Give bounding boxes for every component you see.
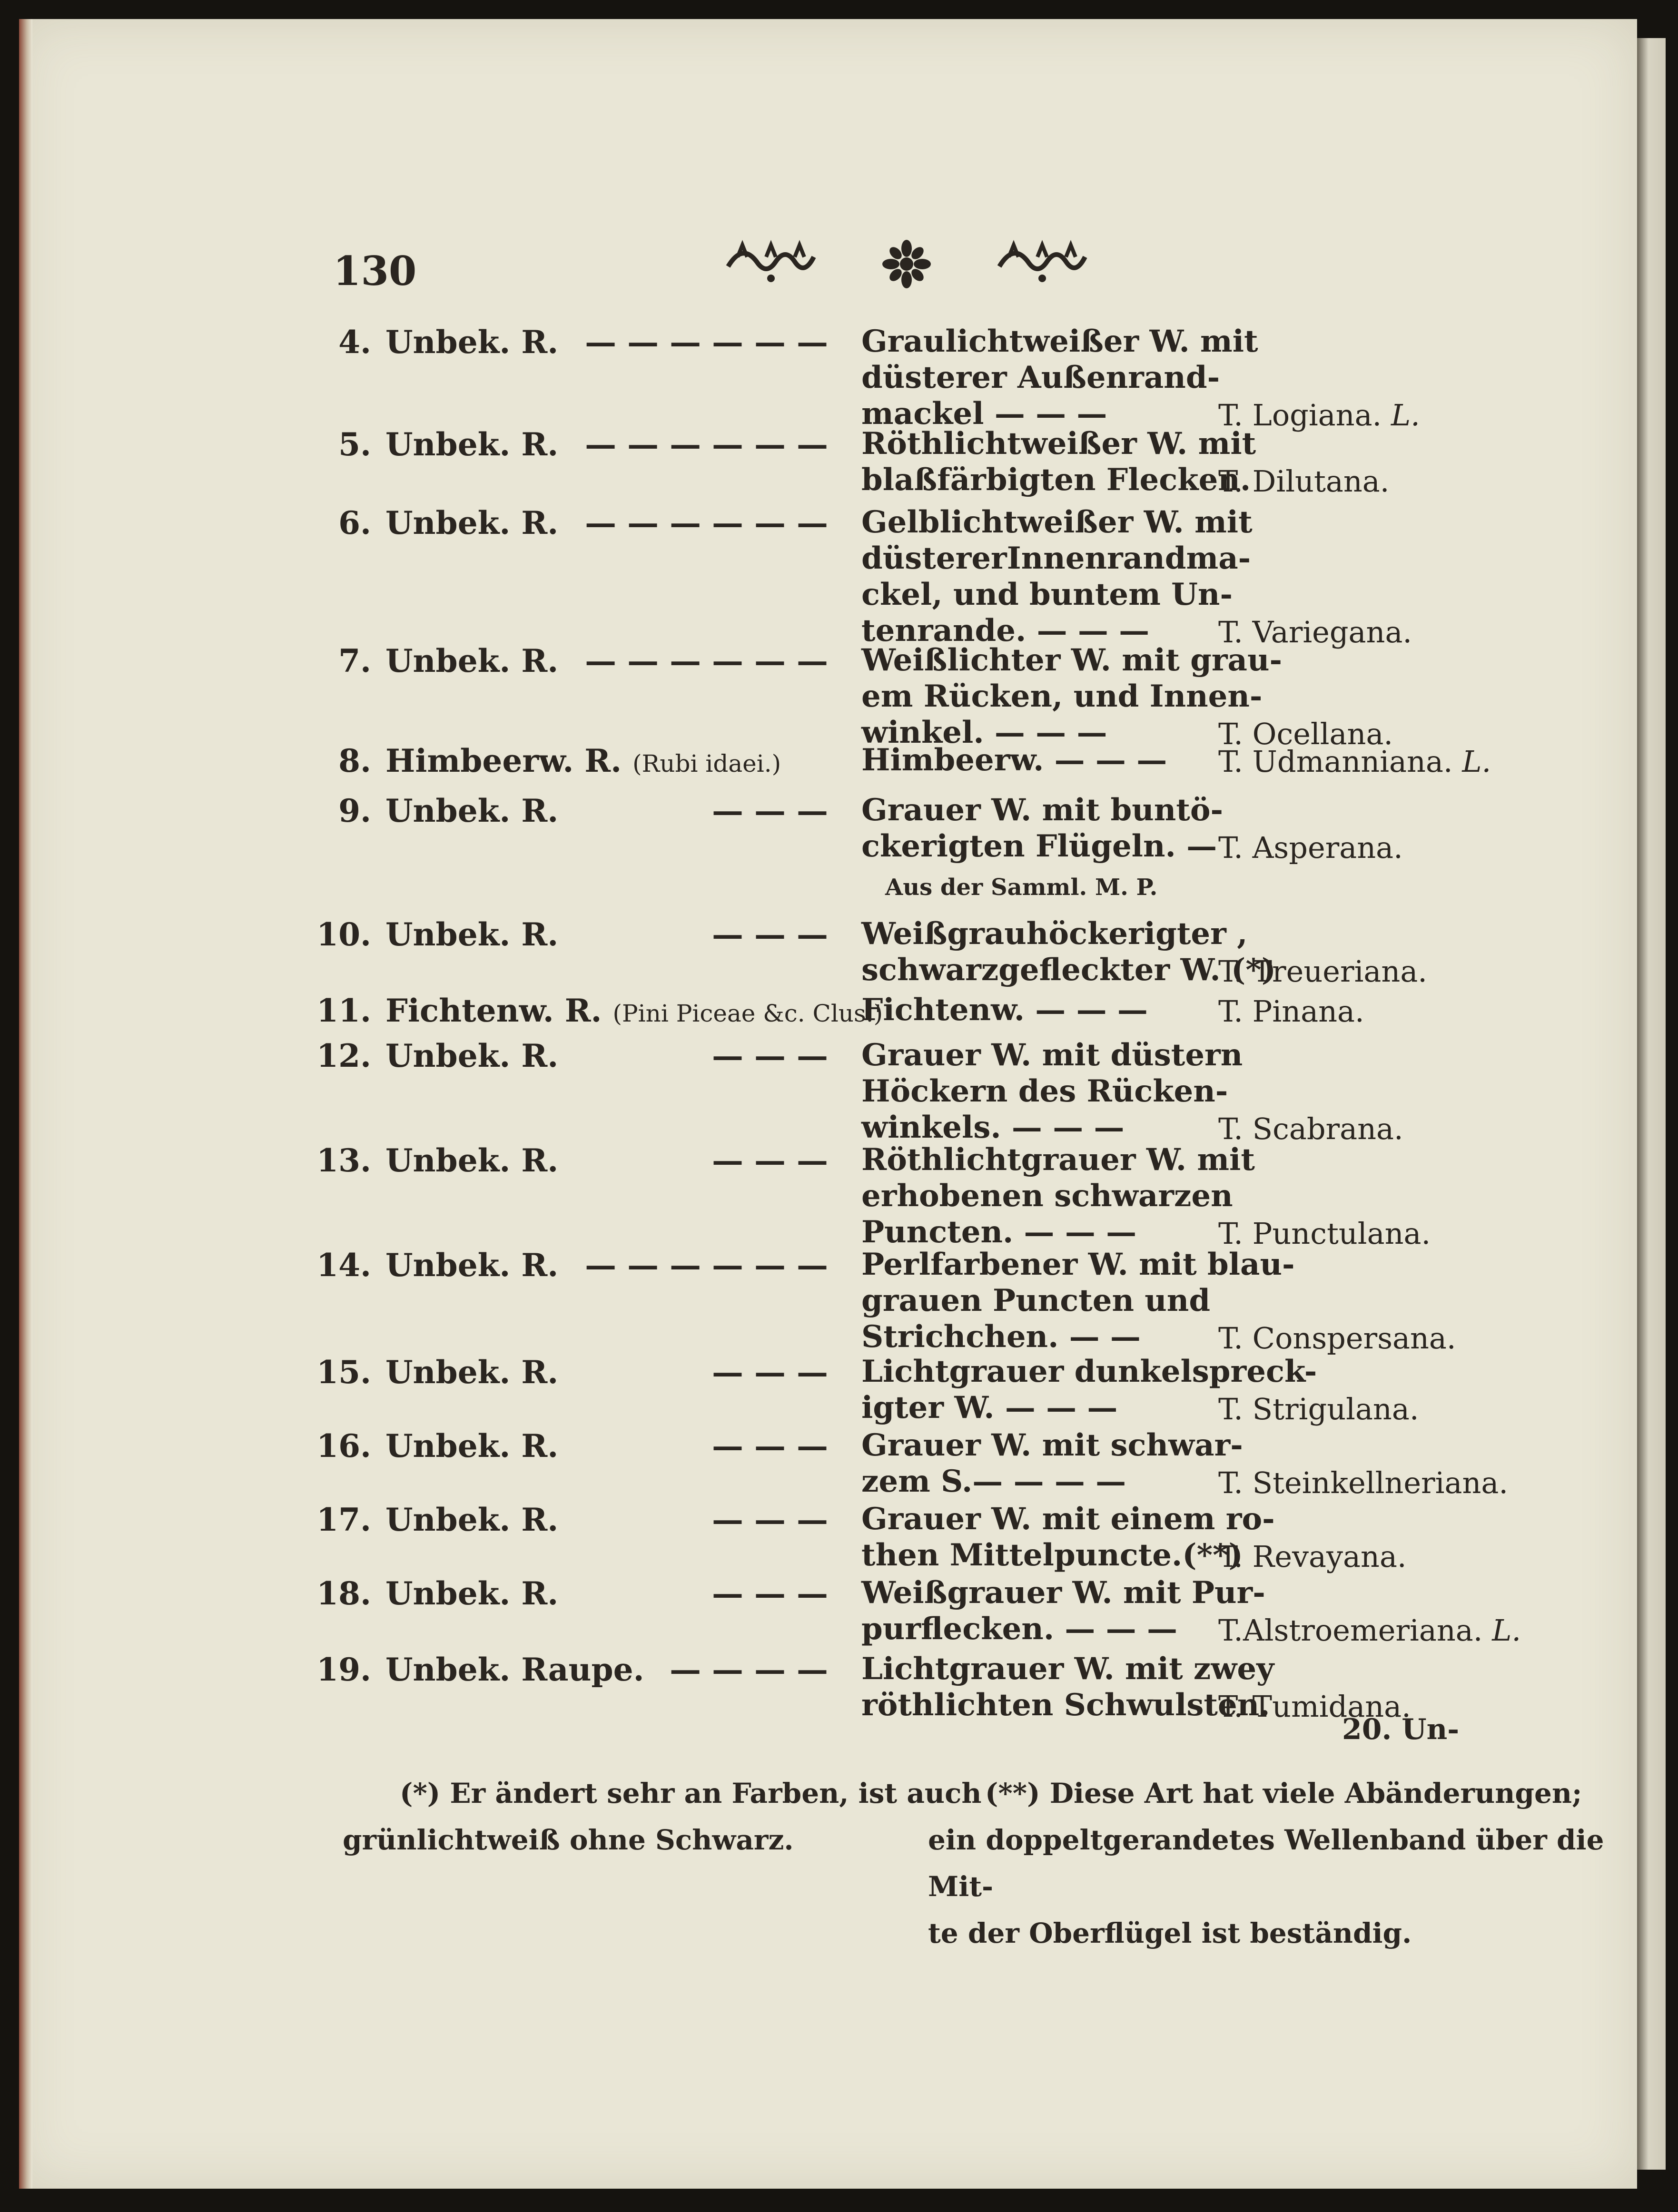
footnote-right-line: te der Oberflügel ist beständig. (928, 1917, 1412, 1949)
leader-dashes: — — — — — — (585, 642, 828, 679)
entry-number: 18. (316, 1575, 371, 1612)
moth-description (861, 992, 1223, 1028)
description-line: Himbeerw. — — — (861, 742, 1167, 778)
scientific-name (1218, 1216, 1431, 1251)
scientific-name-text: T. Revayana. (1218, 1539, 1407, 1574)
larva-name (385, 1142, 558, 1179)
leader-dashes: — — — (712, 916, 828, 953)
scientific-name-text: T.Alstroemeriana. (1218, 1613, 1483, 1648)
larva-name (385, 1247, 558, 1284)
description-line: erhobenen schwarzen (861, 1178, 1233, 1214)
description-line: Lichtgrauer W. mit zwey (861, 1651, 1274, 1687)
moth-description (861, 792, 1223, 865)
scientific-name (1218, 1539, 1407, 1574)
larva-name-text: Unbek. R. (385, 504, 559, 541)
larva-name (385, 992, 883, 1029)
scientific-name-text: T. Treueriana. (1218, 954, 1427, 989)
description-line: Höckern des Rücken- (861, 1073, 1228, 1109)
description-line: then Mittelpuncte.(**) (861, 1537, 1243, 1573)
collection-note: Aus der Samml. M. P. (885, 874, 1158, 901)
moth-description (861, 504, 1253, 649)
description-line: Röthlichtweißer W. mit (861, 426, 1256, 462)
description-line: schwarzgefleckter W. (*) (861, 952, 1276, 988)
entry-number: 9. (338, 792, 371, 829)
scientific-name-text: T. Steinkellneriana. (1218, 1465, 1509, 1500)
food-plant: (Pini Piceae &c. Clus.) (612, 1000, 883, 1027)
larva-name (385, 642, 558, 679)
larva-name-text: Unbek. R. (385, 1501, 559, 1538)
page-number: 130 (333, 247, 417, 295)
entry-number: 8. (338, 742, 371, 779)
larva-name-text: Fichtenw. R. (385, 992, 602, 1029)
description-line: Gelblichtweißer W. mit (861, 504, 1253, 540)
description-line: Perlfarbener W. mit blau- (861, 1247, 1295, 1282)
description-line: Weißgrauhöckerigter , (861, 916, 1248, 952)
scientific-name-text: T. Udmanniana. (1218, 744, 1453, 779)
description-line: em Rücken, und Innen- (861, 678, 1263, 714)
larva-name (385, 1427, 558, 1465)
entry-number: 6. (338, 504, 371, 541)
description-line: Lichtgrauer dunkelspreck- (861, 1354, 1317, 1389)
larva-name (385, 1037, 558, 1074)
larva-name-text: Unbek. R. (385, 642, 559, 679)
footnote-left-line: (*) Er ändert sehr an Farben, ist auch (400, 1777, 982, 1809)
moth-description (861, 1037, 1243, 1146)
larva-name (385, 504, 558, 541)
description-line: zem S.— — — — (861, 1464, 1126, 1499)
description-line: Strichchen. — — (861, 1319, 1141, 1355)
larva-name (385, 792, 558, 829)
leader-dashes: — — — (712, 1501, 828, 1538)
footnote-left (343, 1770, 982, 1863)
description-line: Grauer W. mit buntö- (861, 792, 1224, 828)
scientific-name (1218, 994, 1364, 1029)
moth-description (861, 1427, 1243, 1500)
moth-description (861, 426, 1256, 498)
scientific-name-text: T. Dilutana. (1218, 464, 1390, 499)
larva-name-text: Unbek. Raupe. (385, 1651, 644, 1688)
larva-name-text: Unbek. R. (385, 1142, 559, 1179)
description-line: düsterer Außenrand- (861, 360, 1220, 395)
book-spine-edge (19, 19, 32, 2189)
scientific-name-text: T. Pinana. (1218, 994, 1364, 1029)
moth-description (861, 1354, 1317, 1426)
moth-description (861, 324, 1258, 432)
moth-description (861, 742, 1223, 778)
catchword: 20. Un- (1342, 1713, 1460, 1746)
larva-name (385, 1354, 558, 1391)
footnote-right-line: (**) Diese Art hat viele Abänderungen; (985, 1777, 1582, 1809)
description-line: ckerigten Flügeln. — (861, 828, 1217, 864)
scientific-name-text: T. Strigulana. (1218, 1392, 1419, 1426)
entry-number: 13. (316, 1142, 371, 1179)
scientific-name-text: T. Scabrana. (1218, 1111, 1403, 1146)
scientific-name (1218, 1465, 1508, 1500)
entry-number: 11. (316, 992, 371, 1029)
entry-number: 17. (316, 1501, 371, 1538)
larva-name (385, 916, 558, 953)
description-line: Weißgrauer W. mit Pur- (861, 1575, 1265, 1611)
moth-description (861, 642, 1283, 751)
author-abbrev: L. (1391, 398, 1420, 433)
larva-name-text: Unbek. R. (385, 426, 559, 463)
scientific-name (1218, 1613, 1521, 1648)
description-line: Röthlichtgrauer W. mit (861, 1142, 1255, 1178)
rosette-icon (880, 238, 933, 290)
description-line: winkels. — — — (861, 1110, 1125, 1145)
description-line: düstererInnenrandma- (861, 541, 1251, 576)
description-line: Graulichtweißer W. mit (861, 324, 1258, 359)
description-line: igter W. — — — (861, 1390, 1118, 1426)
description-line: tenrande. — — — (861, 613, 1150, 649)
description-line: grauen Puncten und (861, 1283, 1211, 1318)
larva-name-text: Himbeerw. R. (385, 742, 622, 779)
entry-number: 12. (316, 1037, 371, 1074)
scientific-name (1218, 830, 1403, 865)
scientific-name-text: T. Variegana. (1218, 615, 1412, 649)
scientific-name-text: T. Asperana. (1218, 830, 1403, 865)
scientific-name (1218, 954, 1427, 989)
entry-number: 16. (316, 1427, 371, 1465)
scientific-name-text: T. Logiana. (1218, 398, 1382, 433)
scientific-name (1218, 464, 1389, 499)
description-line: Grauer W. mit einem ro- (861, 1501, 1275, 1537)
left-ornament-icon (723, 238, 819, 290)
moth-description (861, 1247, 1295, 1355)
leader-dashes: — — — — — — (585, 504, 828, 541)
leader-dashes: — — — — — — (585, 426, 828, 463)
footnote-right (928, 1770, 1678, 1956)
author-abbrev: L. (1492, 1613, 1521, 1648)
footnote-right-line: ein doppeltgerandetes Wellenband über die Mit- (928, 1824, 1604, 1903)
description-line: mackel — — — (861, 396, 1107, 432)
description-line: Fichtenw. — — — (861, 992, 1148, 1028)
entry-number: 14. (316, 1247, 371, 1284)
scientific-name-text: T. Punctulana. (1218, 1216, 1431, 1251)
scientific-name-text: T. Ocellana. (1218, 717, 1393, 751)
description-line: röthlichten Schwulsten. (861, 1687, 1270, 1723)
entry-number: 15. (316, 1354, 371, 1391)
scientific-name (1218, 1392, 1419, 1426)
larva-name-text: Unbek. R. (385, 1427, 559, 1465)
description-line: winkel. — — — (861, 715, 1107, 750)
author-abbrev: L. (1462, 744, 1491, 779)
scientific-name-text: T. Tumidana. (1218, 1689, 1411, 1724)
moth-description (861, 916, 1276, 988)
food-plant: (Rubi idaei.) (632, 750, 781, 777)
larva-name-text: Unbek. R. (385, 324, 559, 361)
entry-number: 7. (338, 642, 371, 679)
larva-name (385, 324, 558, 361)
scientific-name-text: T. Conspersana. (1218, 1321, 1456, 1356)
leader-dashes: — — — (712, 1427, 828, 1465)
leader-dashes: — — — — — — (585, 1247, 828, 1284)
larva-name (385, 1501, 558, 1538)
moth-description (861, 1501, 1275, 1573)
leader-dashes: — — — — — — (585, 324, 828, 361)
description-line: Weißlichter W. mit grau- (861, 642, 1283, 678)
description-line: blaßfärbigten Flecken. (861, 462, 1251, 498)
entry-number: 19. (316, 1651, 371, 1688)
entry-number: 10. (316, 916, 371, 953)
moth-description (861, 1651, 1274, 1723)
description-line: Puncten. — — — (861, 1214, 1137, 1250)
scientific-name (1218, 744, 1491, 779)
leader-dashes: — — — (712, 1575, 828, 1612)
larva-name-text: Unbek. R. (385, 792, 559, 829)
larva-name-text: Unbek. R. (385, 916, 559, 953)
scientific-name (1218, 1321, 1456, 1356)
larva-name-text: Unbek. R. (385, 1247, 559, 1284)
larva-name-text: Unbek. R. (385, 1575, 559, 1612)
moth-description (861, 1142, 1255, 1250)
scientific-name (1218, 1111, 1403, 1146)
entry-number: 4. (338, 324, 371, 361)
larva-name (385, 742, 781, 779)
larva-name (385, 1575, 558, 1612)
larva-name-text: Unbek. R. (385, 1037, 559, 1074)
leader-dashes: — — — (712, 792, 828, 829)
right-ornament-icon (995, 238, 1090, 290)
description-line: Grauer W. mit düstern (861, 1037, 1243, 1073)
description-line: purflecken. — — — (861, 1611, 1177, 1647)
larva-name (385, 426, 558, 463)
leader-dashes: — — — — (670, 1651, 828, 1688)
moth-description (861, 1575, 1265, 1647)
description-line: Grauer W. mit schwar- (861, 1427, 1243, 1463)
entry-number: 5. (338, 426, 371, 463)
footnote-left-line: grünlichtweiß ohne Schwarz. (343, 1824, 794, 1856)
larva-name-text: Unbek. R. (385, 1354, 559, 1391)
leader-dashes: — — — (712, 1037, 828, 1074)
description-line: ckel, und buntem Un- (861, 577, 1233, 612)
leader-dashes: — — — (712, 1354, 828, 1391)
leader-dashes: — — — (712, 1142, 828, 1179)
